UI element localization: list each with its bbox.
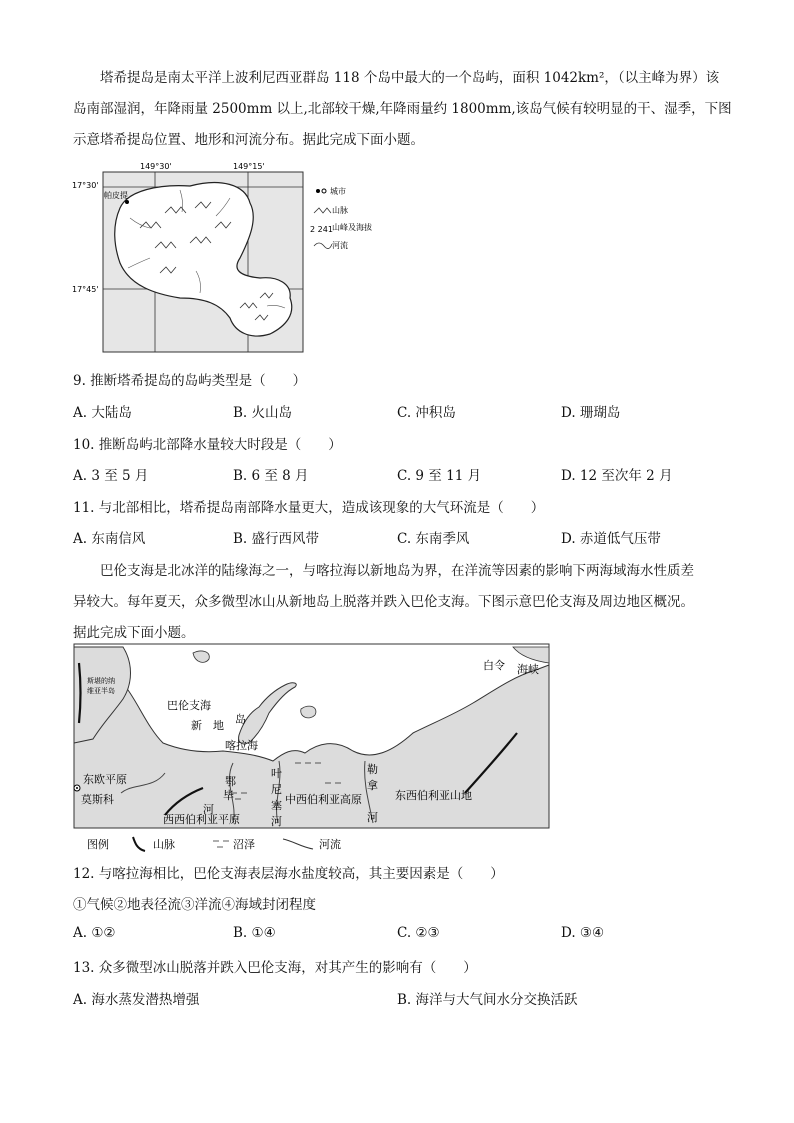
east-european-label: 东欧平原 — [83, 773, 127, 786]
legend-mountain-label: 山脉 — [153, 838, 175, 851]
kara-sea-label: 喀拉海 — [225, 739, 258, 752]
q12-stem: 12. 与喀拉海相比，巴伦支海表层海水盐度较高，其主要因素是（ ） — [73, 866, 504, 882]
legend-city-label: 城市 — [330, 187, 346, 196]
q9-stem: 9. 推断塔希提岛的岛屿类型是（ ） — [73, 373, 307, 389]
q11-stem: 11. 与北部相比，塔希提岛南部降水量更大，造成该现象的大气环流是（ ） — [73, 500, 545, 516]
q12-option-d[interactable]: D. ③④ — [561, 925, 605, 941]
papeete-label: 帕皮提 — [104, 191, 128, 200]
q10-option-c[interactable]: C. 9 至 11 月 — [397, 468, 482, 484]
legend-river-label: 河流 — [319, 838, 341, 851]
ob-label-3: 河 — [203, 803, 214, 816]
novaya-label-2: 地 — [213, 719, 224, 732]
q11-option-d[interactable]: D. 赤道低气压带 — [561, 531, 661, 547]
q12-option-a[interactable]: A. ①② — [73, 925, 116, 941]
passage1-line1: 塔希提岛是南太平洋上波利尼西亚群岛 118 个岛中最大的一个岛屿，面积 1042km²，（以主峰为界）该 — [100, 70, 720, 86]
lena-label-2: 拿 — [367, 779, 378, 792]
q11-option-a[interactable]: A. 东南信风 — [73, 531, 146, 547]
barents-map — [73, 643, 551, 855]
scandinavia-label-2: 维亚半岛 — [87, 687, 115, 695]
bering-label: 白令 — [483, 659, 505, 672]
lon-label-2: 149°15' — [233, 162, 265, 171]
yenisei-label-2: 尼 — [271, 783, 282, 796]
legend-mountain-icon — [314, 208, 331, 213]
q10-option-d[interactable]: D. 12 至次年 2 月 — [561, 468, 673, 484]
legend-river-icon — [283, 839, 313, 849]
lena-label-3: 河 — [367, 811, 378, 824]
passage2-line3: 据此完成下面小题。 — [73, 625, 195, 641]
q9-option-c[interactable]: C. 冲积岛 — [397, 405, 456, 421]
q12-option-b[interactable]: B. ①④ — [233, 925, 276, 941]
legend-peak-label: 山峰及海拔 — [332, 223, 372, 232]
legend-river-label: 河流 — [332, 241, 348, 250]
legend-mountain-label: 山脉 — [332, 206, 348, 215]
q13-stem: 13. 众多微型冰山脱落并跌入巴伦支海，对其产生的影响有（ ） — [73, 960, 477, 976]
legend-swamp-icon — [213, 841, 229, 847]
west-siberia-label: 西西伯利亚平原 — [163, 813, 240, 826]
legend-peak-value: 2 241 — [310, 225, 333, 234]
passage2-line2: 异较大。每年夏天，众多微型冰山从新地岛上脱落并跌入巴伦支海。下图示意巴伦支海及周边地区概况。 — [73, 594, 694, 610]
novaya-label-1: 新 — [191, 719, 202, 732]
legend-city-icon — [316, 189, 320, 193]
lat-label-2: 17°45' — [72, 285, 99, 294]
strait-label: 海峡 — [517, 663, 539, 676]
tahiti-map — [72, 158, 390, 358]
central-siberia-label: 中西伯利亚高原 — [285, 793, 362, 806]
lon-label-1: 149°30' — [140, 162, 172, 171]
lena-label-1: 勒 — [367, 763, 378, 776]
ob-label-1: 鄂 — [225, 775, 236, 788]
q12-factors: ①气候②地表径流③洋流④海域封闭程度 — [73, 897, 316, 913]
passage2-line1: 巴伦支海是北冰洋的陆缘海之一，与喀拉海以新地岛为界，在洋流等因素的影响下两海域海水性质差 — [100, 563, 694, 579]
east-siberia-label: 东西伯利亚山地 — [395, 789, 472, 802]
passage1-line2: 岛南部湿润，年降雨量 2500mm 以上,北部较干燥,年降雨量约 1800mm,该岛气候有较明显的干、湿季，下图 — [73, 101, 732, 117]
legend-title: 图例 — [87, 838, 109, 851]
ob-label-2: 毕 — [223, 789, 234, 802]
yenisei-label-3: 塞 — [271, 799, 282, 812]
scandinavia-label-1: 斯堪的纳 — [87, 677, 115, 685]
q12-option-c[interactable]: C. ②③ — [397, 925, 440, 941]
passage1-line3: 示意塔希提岛位置、地形和河流分布。据此完成下面小题。 — [73, 132, 424, 148]
q11-option-b[interactable]: B. 盛行西风带 — [233, 531, 320, 547]
q9-option-b[interactable]: B. 火山岛 — [233, 405, 293, 421]
q13-option-b[interactable]: B. 海洋与大气间水分交换活跃 — [397, 992, 578, 1008]
papeete-city-marker — [125, 200, 129, 204]
moscow-label: 莫斯科 — [81, 793, 114, 806]
barents-sea-label: 巴伦支海 — [167, 699, 211, 712]
yenisei-label-4: 河 — [271, 815, 282, 828]
q11-option-c[interactable]: C. 东南季风 — [397, 531, 470, 547]
yenisei-label-1: 叶 — [271, 767, 282, 780]
legend-river-icon — [314, 243, 332, 249]
q10-option-a[interactable]: A. 3 至 5 月 — [73, 468, 149, 484]
q10-option-b[interactable]: B. 6 至 8 月 — [233, 468, 309, 484]
legend-swamp-label: 沼泽 — [233, 838, 255, 851]
q9-option-d[interactable]: D. 珊瑚岛 — [561, 405, 621, 421]
q13-option-a[interactable]: A. 海水蒸发潜热增强 — [73, 992, 200, 1008]
lat-label-1: 17°30' — [72, 181, 99, 190]
legend-mountain-icon — [133, 837, 145, 851]
q9-option-a[interactable]: A. 大陆岛 — [73, 405, 132, 421]
novaya-label-3: 岛 — [235, 713, 246, 726]
q10-stem: 10. 推断岛屿北部降水量较大时段是（ ） — [73, 437, 342, 453]
